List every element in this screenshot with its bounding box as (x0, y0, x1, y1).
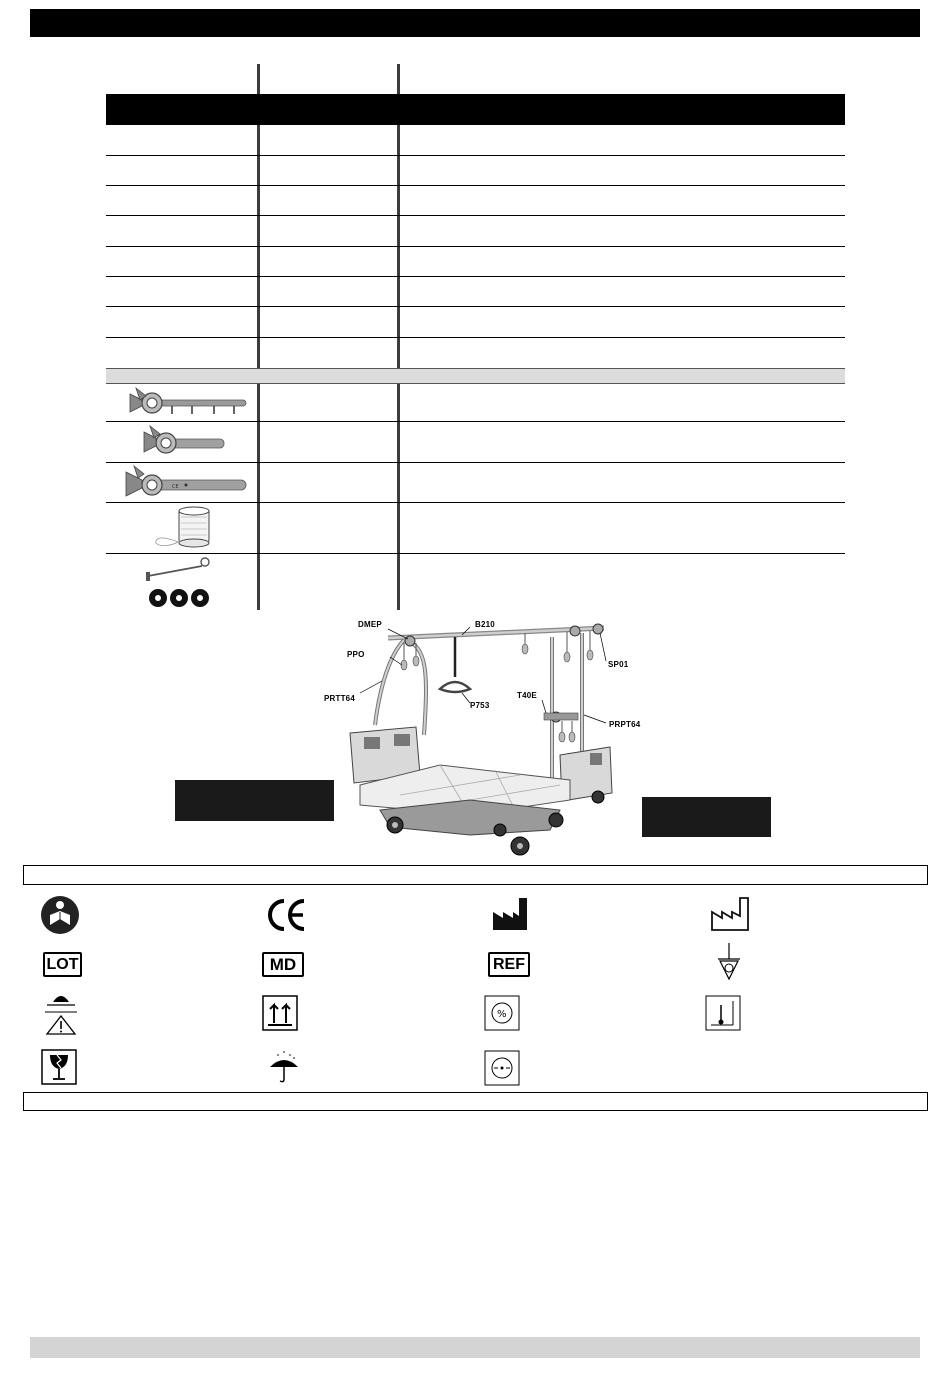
table-header (106, 94, 845, 125)
callout-dmep: DMEP (358, 620, 382, 629)
table-row (106, 462, 845, 463)
callout-sp01: SP01 (608, 660, 629, 669)
reference-icon: REF (488, 952, 530, 977)
callout-b210: B210 (475, 620, 495, 629)
callout-prpt64: PRPT64 (609, 720, 641, 729)
this-way-up-icon (262, 995, 298, 1031)
symbols-footer-frame (23, 1092, 928, 1111)
cord-spool-thumbnail (106, 505, 248, 551)
svg-text:%: % (497, 1009, 507, 1020)
footer-bar (30, 1337, 920, 1358)
manufacture-date-icon (710, 896, 752, 932)
short-bar-thumbnail (106, 424, 248, 460)
table-row (106, 215, 845, 216)
pressure-limit-icon (484, 1050, 520, 1086)
ce-mark-icon (266, 897, 308, 933)
keep-dry-icon (266, 1049, 302, 1085)
manufacturer-icon (491, 896, 531, 932)
medical-device-icon: MD (262, 952, 304, 977)
table-row (106, 276, 845, 277)
temperature-limit-icon (705, 995, 741, 1031)
table-row (106, 185, 845, 186)
table-row (106, 306, 845, 307)
hook-bar-thumbnail (106, 386, 248, 420)
read-instructions-icon (40, 895, 80, 935)
safe-working-load-icon (43, 988, 79, 1038)
label-box-right (642, 797, 771, 837)
table-group-band (106, 368, 845, 384)
long-bar-thumbnail (106, 464, 248, 500)
bed-assembly-diagram (320, 615, 650, 860)
table-row (106, 337, 845, 338)
table-row (106, 421, 845, 422)
svg-text:CE: CE (172, 484, 179, 490)
label-box-left (175, 780, 334, 821)
table-row (106, 246, 845, 247)
humidity-limit-icon (484, 995, 520, 1031)
callout-ppo: PPO (347, 650, 365, 659)
hook-weights-thumbnail (106, 556, 248, 608)
callout-prtt64: PRTT64 (324, 694, 355, 703)
title-bar (30, 9, 920, 37)
fragile-icon (41, 1049, 77, 1085)
lot-icon: LOT (43, 952, 82, 977)
table-row (106, 155, 845, 156)
equipotential-icon (708, 941, 750, 983)
callout-p753: P753 (470, 701, 490, 710)
callout-t40e: T40E (517, 691, 537, 700)
symbols-header-frame (23, 865, 928, 885)
table-row (106, 502, 845, 503)
table-row (106, 553, 845, 554)
